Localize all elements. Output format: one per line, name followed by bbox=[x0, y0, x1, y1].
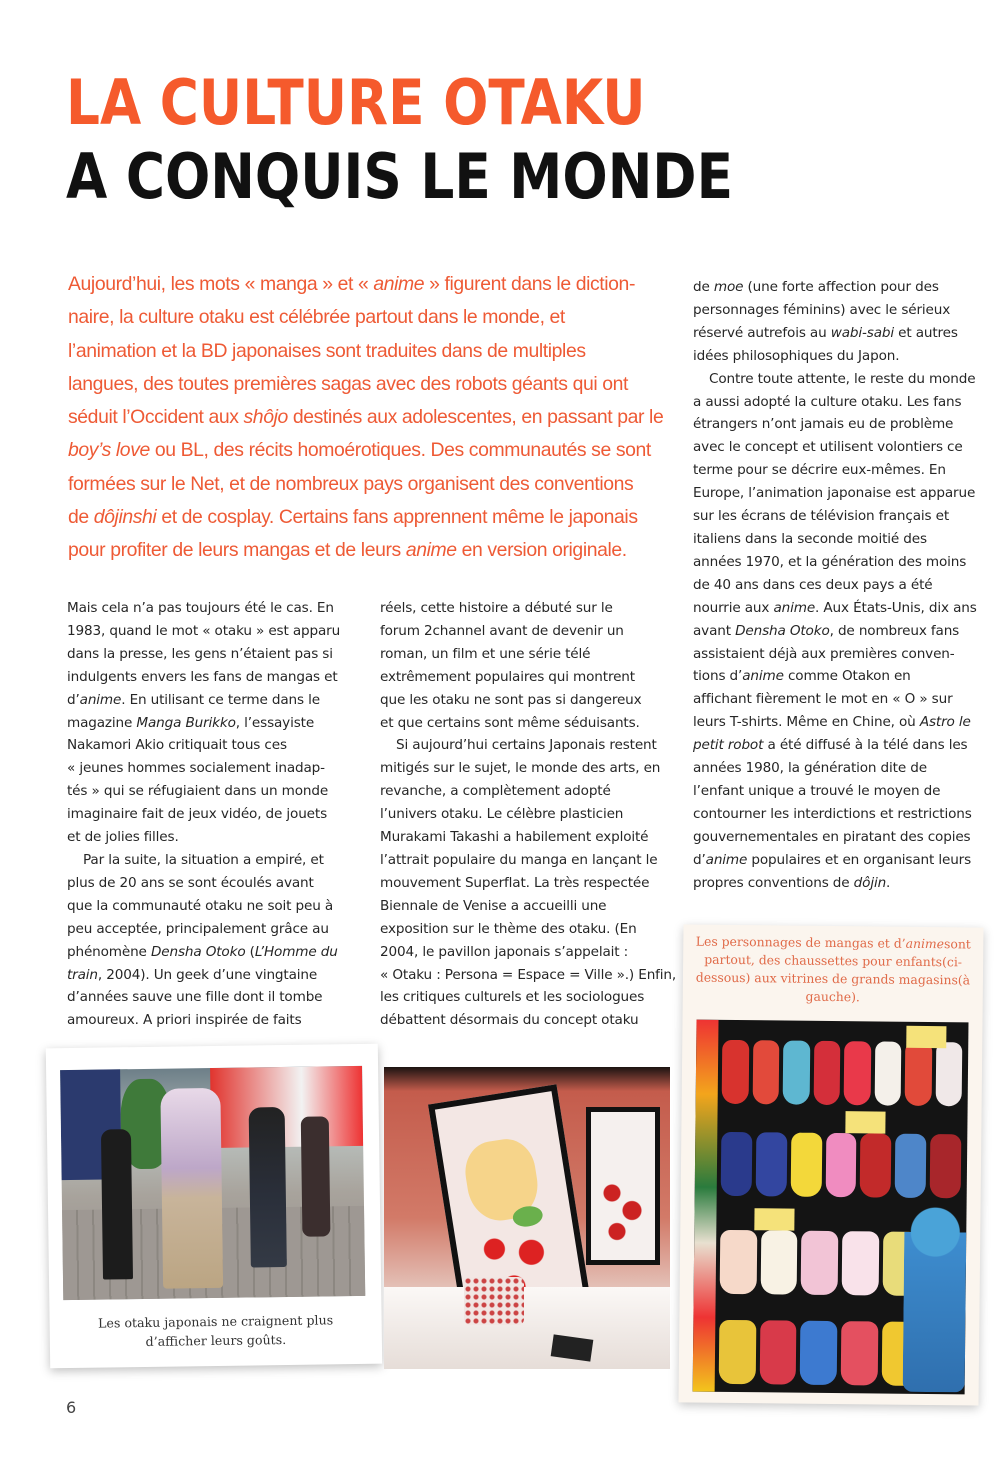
sock bbox=[752, 1040, 779, 1104]
sock bbox=[719, 1320, 756, 1384]
italic-term: train bbox=[67, 966, 98, 983]
text-segment: forum 2channel avant de devenir un bbox=[380, 622, 624, 639]
title-line-1: LA CULTURE OTAKU bbox=[66, 66, 646, 139]
text-line bbox=[380, 1009, 680, 1032]
text-segment: indulgents envers les fans de mangas et bbox=[67, 668, 338, 685]
sock bbox=[760, 1230, 797, 1294]
text-line bbox=[693, 436, 993, 459]
text-segment: peu acceptée, principalement grâce au bbox=[67, 920, 329, 937]
text-line bbox=[68, 401, 680, 434]
price-tag bbox=[845, 1111, 885, 1133]
text-segment: italiens dans la seconde moitié des bbox=[693, 530, 927, 547]
caption-left bbox=[49, 1310, 381, 1353]
text-segment: Si aujourd’hui certains Japonais restent bbox=[396, 737, 657, 754]
text-segment: leurs T-shirts. Même en Chine, où bbox=[693, 714, 920, 731]
text-line bbox=[67, 986, 367, 1009]
sock bbox=[905, 1042, 932, 1106]
text-line bbox=[380, 666, 680, 689]
text-line bbox=[693, 276, 993, 299]
text-segment: propres conventions de bbox=[693, 874, 854, 891]
text-segment: et que certains sont même séduisants. bbox=[380, 714, 640, 731]
italic-term: boy’s love bbox=[68, 439, 150, 462]
text-segment: et autres bbox=[893, 324, 958, 341]
text-segment: (ci-dessous) aux vitrines de grands magasins bbox=[695, 954, 963, 988]
text-segment: sur les écrans de télévision français et bbox=[693, 508, 950, 525]
intro-paragraph bbox=[68, 268, 680, 568]
caption-line: d’afficher leurs goûts. bbox=[145, 1332, 287, 1349]
sock bbox=[874, 1041, 901, 1105]
flower-panel bbox=[586, 1107, 660, 1265]
text-line bbox=[380, 803, 680, 826]
socks-photo bbox=[693, 1020, 969, 1395]
text-segment: Par la suite, la situation a empiré, et bbox=[83, 851, 324, 868]
text-segment: l’animation et la BD japonaises sont traduites dans de multiples bbox=[68, 339, 586, 362]
text-line bbox=[67, 941, 367, 964]
sock bbox=[759, 1320, 796, 1384]
text-line bbox=[693, 734, 993, 757]
caption-right bbox=[691, 933, 976, 1008]
text-segment: de bbox=[693, 279, 714, 295]
price-tag bbox=[906, 1026, 946, 1048]
text-segment: naire, la culture otaku est célébrée partout dans le monde, et bbox=[68, 306, 565, 329]
text-segment: et de jolies filles. bbox=[67, 829, 179, 846]
italic-term: Astro le bbox=[919, 714, 971, 731]
text-segment: d’années sauve une fille dont il tombe bbox=[67, 989, 323, 1006]
text-segment: l’univers otaku. Le célèbre plasticien bbox=[380, 806, 624, 823]
sock bbox=[813, 1041, 840, 1105]
text-segment: comme Otakon en bbox=[783, 668, 911, 685]
text-segment: destinés aux adolescentes, en passant par le bbox=[287, 406, 664, 429]
text-line bbox=[693, 826, 993, 849]
body-column-3 bbox=[693, 276, 993, 894]
text-segment: tions d’ bbox=[693, 668, 743, 685]
italic-term: Densha Otoko bbox=[735, 622, 830, 639]
text-segment: l’attrait populaire du manga en lançant le bbox=[380, 851, 658, 868]
text-segment: dans la presse, les gens n’étaient pas si bbox=[67, 645, 333, 662]
text-segment: d’ bbox=[693, 851, 706, 868]
text-line bbox=[67, 826, 367, 849]
text-segment: « jeunes hommes socialement inadap- bbox=[67, 760, 325, 777]
text-line bbox=[693, 368, 993, 391]
text-line bbox=[380, 872, 680, 895]
text-line bbox=[68, 501, 680, 534]
text-segment: ( bbox=[245, 943, 255, 960]
sock bbox=[720, 1230, 757, 1294]
text-line bbox=[693, 299, 993, 322]
text-segment: que les otaku ne sont pas si dangereux bbox=[380, 691, 642, 708]
text-line bbox=[380, 689, 680, 712]
text-segment: avec le concept et utilisent volontiers ce bbox=[693, 439, 963, 456]
text-line bbox=[68, 468, 680, 501]
text-line bbox=[67, 597, 367, 620]
text-line bbox=[67, 1009, 367, 1032]
text-segment: a été diffusé à la télé dans les bbox=[763, 737, 968, 754]
caption-line: Les otaku japonais ne craignent plus bbox=[98, 1312, 334, 1331]
text-segment: nourrie aux bbox=[693, 599, 774, 616]
text-line bbox=[696, 934, 944, 952]
text-line bbox=[67, 643, 367, 666]
text-line bbox=[693, 322, 993, 345]
text-line bbox=[380, 597, 680, 620]
text-segment: contourner les interdictions et restrictions bbox=[693, 805, 972, 822]
italic-term: L’Homme du bbox=[254, 943, 338, 960]
text-segment: . bbox=[886, 874, 891, 891]
text-line bbox=[693, 551, 993, 574]
photo-card-socks bbox=[679, 924, 984, 1405]
text-line bbox=[67, 849, 367, 872]
text-segment: étrangers n’ont jamais eu de problème bbox=[693, 416, 954, 433]
text-line bbox=[693, 574, 993, 597]
text-line bbox=[693, 711, 993, 734]
text-line bbox=[67, 689, 367, 712]
sock bbox=[800, 1321, 837, 1385]
text-line bbox=[67, 918, 367, 941]
text-segment: Murakami Takashi a habilement exploité bbox=[380, 829, 649, 846]
text-segment: d’ bbox=[67, 691, 80, 708]
text-segment: exposition sur le thème des otaku. (En bbox=[380, 920, 637, 937]
text-line bbox=[380, 757, 680, 780]
text-segment: années 1970, et la génération des moins bbox=[693, 553, 967, 570]
italic-term: dôjin bbox=[853, 874, 887, 891]
italic-term: anime bbox=[79, 691, 122, 708]
pedestal bbox=[384, 1287, 670, 1369]
text-line bbox=[67, 757, 367, 780]
sock bbox=[790, 1133, 822, 1197]
text-line bbox=[380, 849, 680, 872]
shelf-edge bbox=[693, 1020, 719, 1392]
text-segment: roman, un film et une série télé bbox=[380, 645, 591, 662]
text-line bbox=[67, 666, 367, 689]
sock bbox=[842, 1231, 879, 1295]
text-segment: Nakamori Akio critiquait tous ces bbox=[67, 737, 287, 754]
text-segment: que la communauté otaku ne soit peu à bbox=[67, 897, 334, 914]
text-segment: , l’essayiste bbox=[235, 714, 315, 731]
pedestrian bbox=[101, 1129, 133, 1279]
sock bbox=[935, 1042, 962, 1106]
text-line bbox=[693, 780, 993, 803]
text-line bbox=[693, 345, 993, 368]
text-line bbox=[380, 941, 680, 964]
text-line bbox=[693, 505, 993, 528]
italic-term: anime bbox=[705, 851, 748, 868]
text-line bbox=[693, 665, 993, 688]
sock bbox=[844, 1041, 871, 1105]
text-line bbox=[693, 757, 993, 780]
text-line bbox=[68, 335, 680, 368]
exhibit-photo bbox=[384, 1067, 670, 1369]
text-line bbox=[693, 482, 993, 505]
text-line bbox=[67, 712, 367, 735]
text-segment: tés » qui se réfugiaient dans un monde bbox=[67, 783, 329, 800]
text-segment: années 1980, la génération dite de bbox=[693, 760, 927, 777]
text-segment: ou BL, des récits homoérotiques. Des communautés se sont bbox=[149, 439, 651, 462]
text-line bbox=[380, 826, 680, 849]
street-photo bbox=[60, 1066, 365, 1300]
text-segment: séduit l’Occident aux bbox=[68, 406, 244, 429]
text-segment: pour profiter de leurs mangas et de leurs bbox=[68, 539, 406, 562]
handbag bbox=[464, 1277, 524, 1325]
text-segment: » figurent dans le diction- bbox=[424, 273, 636, 295]
text-segment: débattent désormais du concept otaku bbox=[380, 1012, 639, 1029]
sock bbox=[783, 1040, 810, 1104]
text-segment: 2004, le pavillon japonais s’appelait : bbox=[380, 943, 629, 960]
text-line bbox=[68, 534, 680, 567]
text-line bbox=[380, 986, 680, 1009]
text-segment: revanche, a complètement adopté bbox=[380, 783, 611, 800]
text-segment: en version originale. bbox=[456, 539, 627, 562]
text-segment: terme pour se décrire eux-mêmes. En bbox=[693, 462, 946, 479]
text-line bbox=[380, 734, 680, 757]
text-segment: Biennale de Venise a accueilli une bbox=[380, 897, 607, 914]
price-tag bbox=[754, 1208, 794, 1230]
text-segment: Les personnages de mangas et d’ bbox=[695, 933, 906, 951]
text-segment: (à gauche). bbox=[805, 972, 971, 1005]
text-segment: Contre toute attente, le reste du monde bbox=[709, 370, 976, 387]
text-line bbox=[67, 620, 367, 643]
text-line bbox=[693, 528, 993, 551]
text-line bbox=[693, 643, 993, 666]
text-segment: sont partout, des chaussettes pour enfants bbox=[704, 936, 971, 970]
text-line bbox=[380, 918, 680, 941]
text-segment: mouvement Superflat. La très respectée bbox=[380, 874, 650, 891]
text-segment: l’enfant unique a trouvé le moyen de bbox=[693, 782, 941, 799]
text-line bbox=[68, 301, 680, 334]
sock bbox=[930, 1134, 962, 1198]
text-segment: avant bbox=[693, 622, 736, 639]
text-segment: Europe, l’animation japonaise est apparue bbox=[693, 485, 976, 502]
text-line bbox=[380, 964, 680, 987]
text-line bbox=[67, 872, 367, 895]
text-segment: et de cosplay. Certains fans apprennent même le japonais bbox=[156, 506, 638, 529]
sock bbox=[756, 1132, 788, 1196]
sock bbox=[721, 1132, 753, 1196]
text-line bbox=[693, 849, 993, 872]
text-segment: gouvernementales en piratant des copies bbox=[693, 828, 971, 845]
italic-term: moe bbox=[713, 279, 744, 295]
pedestrian bbox=[301, 1116, 331, 1236]
text-line bbox=[693, 620, 993, 643]
text-segment: Mais cela n’a pas toujours été le cas. En bbox=[67, 600, 334, 616]
text-segment: magazine bbox=[67, 714, 137, 731]
text-segment: personnages féminins) avec le sérieux bbox=[693, 301, 951, 318]
sock bbox=[722, 1040, 749, 1104]
text-line bbox=[67, 964, 367, 987]
italic-term: anime bbox=[742, 668, 784, 685]
photo-card-street bbox=[46, 1044, 382, 1369]
text-segment: Aujourd’hui, les mots « manga » et « bbox=[68, 273, 374, 295]
text-line bbox=[68, 368, 680, 401]
text-segment: de 40 ans dans ces deux pays a été bbox=[693, 576, 933, 593]
text-line bbox=[380, 620, 680, 643]
text-line bbox=[693, 413, 993, 436]
storefront bbox=[210, 1066, 363, 1148]
page-number: 6 bbox=[66, 1398, 77, 1417]
sock bbox=[801, 1231, 838, 1295]
text-segment: plus de 20 ans se sont écoulés avant bbox=[67, 874, 314, 891]
text-line bbox=[693, 688, 993, 711]
text-segment: réservé autrefois au bbox=[693, 324, 831, 341]
italic-term: Manga Burikko bbox=[136, 714, 236, 731]
otaku-pedestrian bbox=[160, 1088, 223, 1289]
text-segment: 1983, quand le mot « otaku » est apparu bbox=[67, 622, 341, 639]
text-line bbox=[693, 872, 993, 895]
text-line bbox=[380, 712, 680, 735]
text-segment: imaginaire fait de jeux vidéo, de jouets bbox=[67, 806, 328, 823]
text-line bbox=[67, 734, 367, 757]
text-line bbox=[67, 895, 367, 918]
text-segment: « Otaku : Persona = Espace = Ville ».) Enfin, bbox=[380, 966, 677, 983]
text-line bbox=[693, 803, 993, 826]
text-line bbox=[693, 459, 993, 482]
text-segment: idées philosophiques du Japon. bbox=[693, 347, 900, 364]
sock bbox=[825, 1133, 857, 1197]
text-line bbox=[693, 391, 993, 414]
text-segment: populaires et en organisant leurs bbox=[747, 851, 972, 868]
pedestrian bbox=[249, 1107, 287, 1267]
text-line bbox=[693, 597, 993, 620]
text-segment: (une forte affection pour des bbox=[743, 279, 939, 295]
text-line bbox=[380, 895, 680, 918]
italic-term: wabi-sabi bbox=[830, 324, 894, 341]
text-line bbox=[68, 268, 680, 301]
sock bbox=[841, 1321, 878, 1385]
text-segment: affichant fièrement le mot en « O » sur bbox=[693, 691, 953, 708]
text-line bbox=[380, 643, 680, 666]
sock bbox=[860, 1133, 892, 1197]
text-segment: mitigés sur le sujet, le monde des arts, en bbox=[380, 760, 661, 777]
text-segment: . Aux États-Unis, dix ans bbox=[815, 599, 977, 616]
text-line bbox=[67, 780, 367, 803]
italic-term: anime bbox=[373, 273, 425, 295]
text-line bbox=[380, 780, 680, 803]
text-segment: phénomène bbox=[67, 943, 151, 960]
text-line bbox=[68, 434, 680, 467]
text-segment: langues, des toutes premières sagas avec des robots géants qui ont bbox=[68, 372, 628, 395]
italic-term: petit robot bbox=[693, 737, 764, 754]
text-segment: , 2004). Un geek d’une vingtaine bbox=[97, 966, 318, 983]
body-column-1 bbox=[67, 597, 367, 1032]
text-segment: a aussi adopté la culture otaku. Les fans bbox=[693, 393, 962, 410]
text-segment: , de nombreux fans bbox=[829, 622, 960, 639]
text-segment: de bbox=[68, 506, 94, 529]
text-segment: amoureux. A priori inspirée de faits bbox=[67, 1012, 302, 1029]
italic-term: shôjo bbox=[243, 406, 288, 429]
text-line bbox=[67, 803, 367, 826]
italic-term: anime bbox=[905, 935, 945, 952]
italic-term: anime bbox=[405, 539, 457, 562]
sock bbox=[895, 1134, 927, 1198]
blue-plush-toy bbox=[903, 1192, 967, 1393]
text-segment: formées sur le Net, et de nombreux pays organisent des conventions bbox=[68, 472, 634, 495]
text-segment: extrêmement populaires qui montrent bbox=[380, 668, 635, 685]
plum-flowers bbox=[597, 1172, 647, 1242]
title-line-2: A CONQUIS LE MONDE bbox=[66, 140, 733, 213]
text-segment: assistaient déjà aux premières conven- bbox=[693, 645, 955, 662]
italic-term: Densha Otoko bbox=[150, 943, 246, 960]
text-segment: réels, cette histoire a débuté sur le bbox=[380, 600, 613, 616]
italic-term: anime bbox=[773, 599, 816, 616]
italic-term: dôjinshi bbox=[93, 506, 157, 529]
body-column-2 bbox=[380, 597, 680, 1032]
text-segment: les critiques culturels et les sociologues bbox=[380, 989, 645, 1006]
text-segment: . En utilisant ce terme dans le bbox=[121, 691, 320, 708]
